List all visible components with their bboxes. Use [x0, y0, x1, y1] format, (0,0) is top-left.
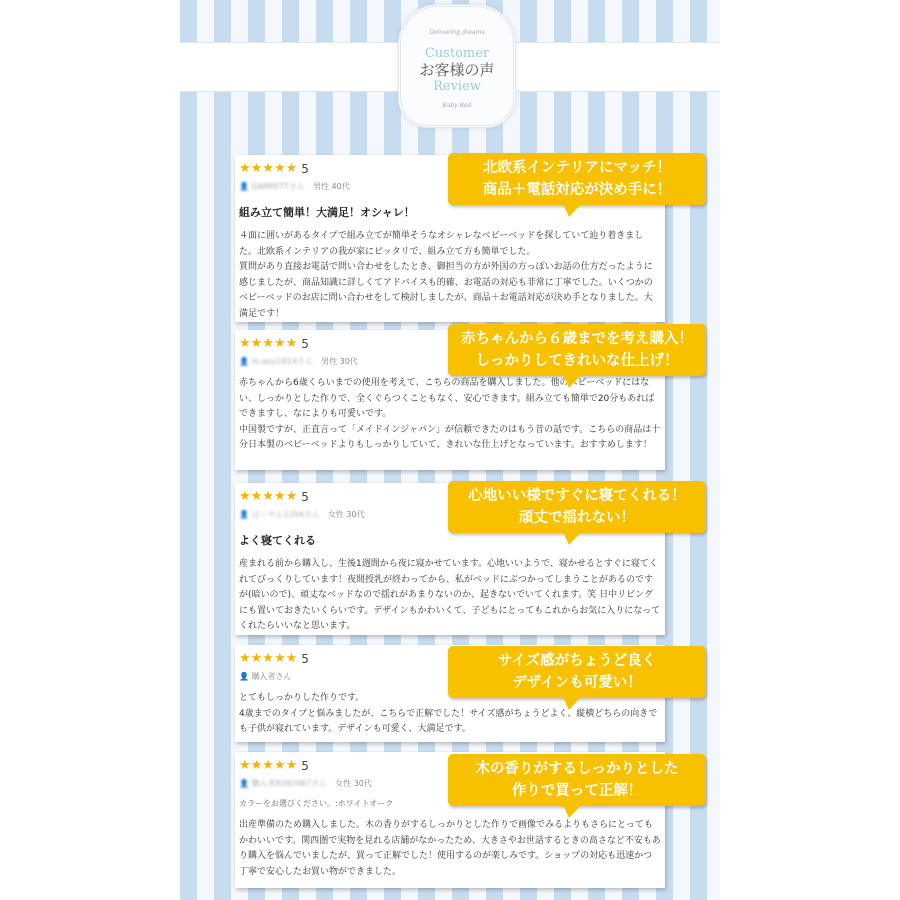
callout-line: 頑丈で揺れない！ — [519, 510, 635, 526]
star-icons: ★★★★★ — [239, 161, 298, 176]
selected-option: カラーをお選びください。:ホワイトオーク — [239, 799, 394, 808]
rating-value: 5 — [301, 161, 309, 176]
review-body: とてもしっかりした作りです。 4歳までのタイプと悩みましたが、こちらで正解でした！サイズ感がちょうどよく、縦横どちらの向きでも子供が寝れています。デザインも可愛く、大満足です。 — [239, 693, 658, 734]
star-icons: ★★★★★ — [239, 336, 298, 351]
star-icons: ★★★★★ — [239, 489, 298, 504]
reviewer-name: はーやん1204さん — [251, 510, 320, 519]
callout-line: しっかりしてきれいな仕上げ！ — [475, 353, 679, 369]
callout-line: 作りで買って正解！ — [511, 783, 643, 799]
reviewer-age: 30代 — [353, 779, 372, 788]
review-body: 産まれる前から購入し、生後1週間から夜に寝かせています。心地いいようで、寝かせるとすぐに寝てくれてびっくりしています！夜間授乳が終わってから、私がベッドにぶつかってしまうことがあるのですが(暗いので)、頑丈なベッドなので揺れがあまりないのか、起きないでいてくれます。笑 日中リビングにも置いておきたいくらいです。デザインもかわいくて、子どもにとってもこれからお気に入りになってくれたらいいなと思います。 — [239, 559, 661, 631]
reviewer-age: 30代 — [346, 510, 365, 519]
reviewer-name: m.aou1814さん — [251, 357, 314, 366]
user-icon: 👤 — [239, 182, 249, 191]
emblem-review: Review — [433, 79, 481, 94]
reviewer-age: 40代 — [331, 182, 350, 191]
highlight-callout — [448, 646, 706, 698]
reviewer-gender: 男性 — [321, 357, 338, 366]
callout-line: 赤ちゃんから６歳までを考え購入！ — [461, 331, 693, 347]
emblem-customer: Customer — [424, 46, 490, 61]
page-title: お客様の声 — [419, 61, 495, 79]
reviewer-gender: 女性 — [327, 510, 344, 519]
highlight-callout — [448, 153, 706, 205]
emblem-baby-bed: Baby Bed — [442, 102, 472, 109]
callout-line: 北欧系インテリアにマッチ！ — [483, 160, 671, 176]
reviewer-gender: 男性 — [313, 182, 329, 191]
star-icons: ★★★★★ — [239, 651, 298, 666]
reviewer-name: 購入者さん — [251, 672, 292, 681]
callout-line: デザインも可愛い！ — [512, 675, 642, 691]
rating-value: 5 — [301, 489, 309, 504]
highlight-callout — [448, 754, 706, 806]
review-body: 出産準備のため購入しました。木の香りがするしっかりとした作りで画像でみるよりもさらにとってもかわいいです。関西圏で実物を見れる店舗がなかったため、大きさやお世話するときの高さなど不安もあり購入を悩んでいましたが、買って正解でした！使用するのが楽しみです。ショップの対応も迅速かつ丁寧で安心したお買い物ができました。 — [239, 820, 661, 877]
rating-value: 5 — [301, 336, 309, 351]
review-body: ４面に囲いがあるタイプで組み立てが簡単そうなオシャレなベビーベッドを探していて辿り着きました。北欧系インテリアの我が家にピッタリで、組み立て方も簡単でした。 質問があり直接お電話で問い合わせをしたとき、御担当の方が外国の方っぽいお話の仕方だったように感じましたが、商品知識に詳しくてアドバイスも的確、お電話の対応も非常に丁寧でした。いくつかのベビーベッドのお店に問い合わせをして検討しましたが、商品＋お電話対応が決め手となりました。大満足です！ — [239, 231, 653, 319]
highlight-callout — [448, 324, 706, 376]
emblem-tagline: Delivering dreams — [429, 29, 485, 36]
user-icon: 👤 — [239, 510, 249, 519]
user-icon: 👤 — [239, 779, 249, 788]
review-title: 組み立て簡単！大満足！オシャレ！ — [239, 206, 415, 219]
reviewer-age: 30代 — [339, 357, 358, 366]
callout-line: 商品＋電話対応が決め手に！ — [482, 182, 672, 198]
review-body: 赤ちゃんから6歳くらいまでの使用を考えて、こちらの商品を購入しました。他のベビーベッドにはない、しっかりとした作りで、全くぐらつくこともなく、安心できます。組み立ても簡単で20分もあればできますし、なによりも可愛いです。 中国製ですが、正直言って「メイドインジャパン」が信頼できたのはもう昔の話です。こちらの商品は十分日本製のベビーベッドよりもしっかりしていて、きれいな仕上げとなっています。おすすめします！ — [239, 378, 661, 450]
reviews-emblem — [398, 4, 516, 128]
reviewer-gender: 女性 — [335, 779, 352, 788]
user-icon: 👤 — [239, 672, 249, 681]
star-icons: ★★★★★ — [239, 758, 298, 773]
callout-line: 木の香りがするしっかりとした — [475, 761, 679, 777]
callout-line: サイズ感がちょうど良く — [497, 653, 657, 669]
reviewer-name: 購入者8392967さん — [251, 779, 328, 788]
rating-value: 5 — [301, 651, 309, 666]
review-title: よく寝てくれる — [239, 534, 316, 547]
highlight-callout — [448, 481, 706, 533]
callout-line: 心地いい様ですぐに寝てくれる！ — [468, 488, 686, 504]
rating-value: 5 — [301, 758, 309, 773]
user-icon: 👤 — [239, 357, 249, 366]
reviewer-name: GARRETTさん — [251, 182, 305, 191]
